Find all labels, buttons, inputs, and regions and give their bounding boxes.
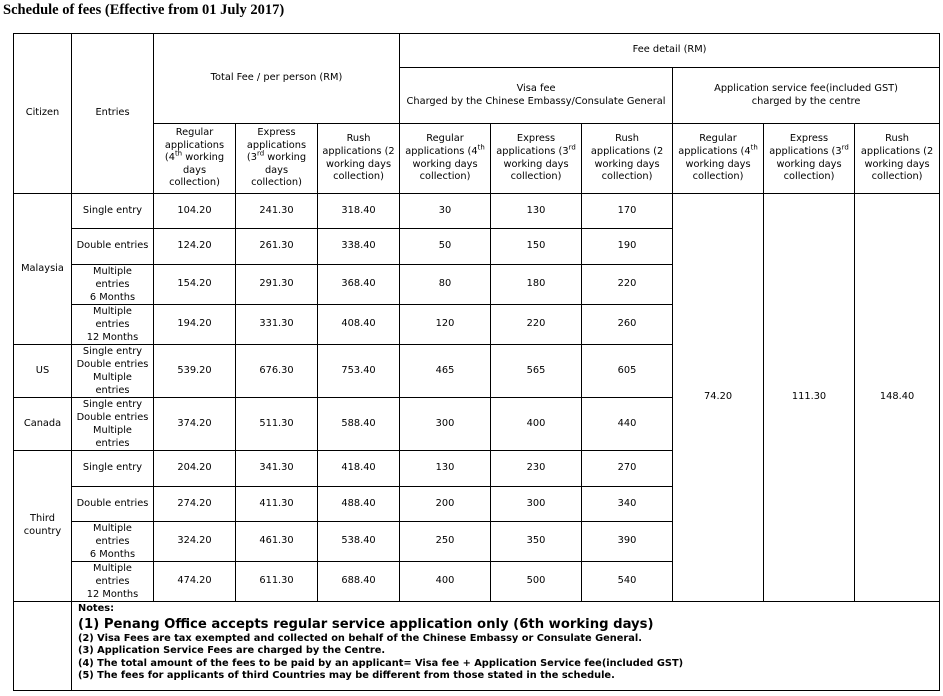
fee-total-regular: 374.20 — [154, 398, 236, 451]
fee-visa-regular: 130 — [400, 451, 491, 487]
fee-total-rush: 753.40 — [318, 345, 400, 398]
entry-cell: Multiple entries 12 Months — [72, 305, 154, 345]
notes-row — [14, 602, 940, 691]
fee-visa-express: 400 — [491, 398, 582, 451]
fee-total-regular: 474.20 — [154, 562, 236, 602]
entry-cell: Multiple entries 6 Months — [72, 522, 154, 562]
fee-total-express: 261.30 — [236, 229, 318, 265]
fee-total-rush: 538.40 — [318, 522, 400, 562]
header-visa-rush: Rush applications (2 working days collection) — [582, 124, 673, 194]
fee-total-regular: 194.20 — [154, 305, 236, 345]
fee-total-express: 291.30 — [236, 265, 318, 305]
visa-fee-line1: Visa fee — [516, 82, 556, 94]
citizen-cell — [14, 451, 72, 602]
fee-total-rush: 408.40 — [318, 305, 400, 345]
note-item: (1) Penang Office accepts regular service application only (6th working days) — [78, 616, 654, 632]
fee-visa-rush: 605 — [582, 345, 673, 398]
fee-visa-express: 220 — [491, 305, 582, 345]
entry-cell: Multiple entries 12 Months — [72, 562, 154, 602]
fee-total-rush: 488.40 — [318, 487, 400, 522]
entry-cell: Single entry Double entries Multiple entries — [72, 398, 154, 451]
fee-total-express: 331.30 — [236, 305, 318, 345]
fee-visa-rush: 190 — [582, 229, 673, 265]
notes — [72, 602, 940, 691]
fee-visa-rush: 170 — [582, 194, 673, 229]
fee-visa-regular: 250 — [400, 522, 491, 562]
entry-cell: Single entry Double entries Multiple entries — [72, 345, 154, 398]
fee-visa-regular: 30 — [400, 194, 491, 229]
header-total-regular: Regular applications (4th working days collection) — [154, 124, 236, 194]
table-row — [14, 194, 940, 229]
header-total-express: Express applications (3rd working days collection) — [236, 124, 318, 194]
citizen-cell: US — [14, 345, 72, 398]
entry-cell: Single entry — [72, 194, 154, 229]
fee-total-regular: 104.20 — [154, 194, 236, 229]
fee-total-express: 676.30 — [236, 345, 318, 398]
header-service-fee — [673, 68, 940, 124]
fee-total-express: 611.30 — [236, 562, 318, 602]
fee-total-rush: 588.40 — [318, 398, 400, 451]
fee-total-regular: 539.20 — [154, 345, 236, 398]
fee-total-rush: 418.40 — [318, 451, 400, 487]
fee-schedule-table — [13, 33, 940, 691]
fee-visa-regular: 300 — [400, 398, 491, 451]
entry-cell: Double entries — [72, 229, 154, 265]
fee-total-regular: 124.20 — [154, 229, 236, 265]
notes-spacer — [14, 602, 72, 691]
note-item: (2) Visa Fees are tax exempted and collected on behalf of the Chinese Embassy or Consulate General. — [78, 632, 642, 644]
service-fee-regular: 74.20 — [673, 194, 764, 602]
note-item: (4) The total amount of the fees to be paid by an applicant= Visa fee + Application Service fee(included GST) — [78, 657, 684, 669]
fee-total-express: 411.30 — [236, 487, 318, 522]
header-entries: Entries — [72, 34, 154, 194]
fee-total-express: 511.30 — [236, 398, 318, 451]
header-fee-detail: Fee detail (RM) — [400, 34, 940, 68]
header-visa-express: Express applications (3rd working days collection) — [491, 124, 582, 194]
fee-visa-rush: 340 — [582, 487, 673, 522]
header-total-fee: Total Fee / per person (RM) — [154, 34, 400, 124]
citizen-label: Third country — [23, 513, 62, 537]
fee-total-regular: 154.20 — [154, 265, 236, 305]
fee-visa-regular: 120 — [400, 305, 491, 345]
fee-visa-rush: 440 — [582, 398, 673, 451]
notes-heading: Notes: — [78, 603, 115, 614]
citizen-cell: Malaysia — [14, 194, 72, 345]
fee-total-regular: 204.20 — [154, 451, 236, 487]
service-fee-express: 111.30 — [764, 194, 855, 602]
fee-total-rush: 368.40 — [318, 265, 400, 305]
fee-visa-rush: 270 — [582, 451, 673, 487]
entry-cell: Multiple entries 6 Months — [72, 265, 154, 305]
fee-visa-regular: 80 — [400, 265, 491, 305]
header-total-rush: Rush applications (2 working days collection) — [318, 124, 400, 194]
fee-total-express: 241.30 — [236, 194, 318, 229]
fee-visa-regular: 200 — [400, 487, 491, 522]
service-fee-rush: 148.40 — [855, 194, 940, 602]
fee-visa-express: 300 — [491, 487, 582, 522]
fee-visa-rush: 260 — [582, 305, 673, 345]
header-visa-fee — [400, 68, 673, 124]
fee-total-express: 461.30 — [236, 522, 318, 562]
fee-visa-regular: 50 — [400, 229, 491, 265]
note-item: (5) The fees for applicants of third Countries may be different from those stated in the schedule. — [78, 670, 615, 682]
fee-total-rush: 688.40 — [318, 562, 400, 602]
fee-total-regular: 324.20 — [154, 522, 236, 562]
fee-visa-regular: 465 — [400, 345, 491, 398]
header-service-express: Express applications (3rd working days collection) — [764, 124, 855, 194]
fee-total-rush: 338.40 — [318, 229, 400, 265]
header-service-rush: Rush applications (2 working days collection) — [855, 124, 940, 194]
citizen-cell: Canada — [14, 398, 72, 451]
fee-visa-express: 180 — [491, 265, 582, 305]
note-item: (3) Application Service Fees are charged by the Centre. — [78, 645, 386, 657]
fee-visa-rush: 220 — [582, 265, 673, 305]
header-visa-regular: Regular applications (4th working days collection) — [400, 124, 491, 194]
fee-visa-express: 565 — [491, 345, 582, 398]
fee-total-express: 341.30 — [236, 451, 318, 487]
fee-visa-express: 500 — [491, 562, 582, 602]
page-title: Schedule of fees (Effective from 01 July 2017) — [3, 2, 285, 18]
service-fee-line2: charged by the centre — [751, 95, 861, 107]
table-body — [14, 34, 940, 691]
visa-fee-line2: Charged by the Chinese Embassy/Consulate General — [406, 95, 666, 107]
fee-visa-express: 150 — [491, 229, 582, 265]
fee-visa-rush: 390 — [582, 522, 673, 562]
fee-visa-express: 130 — [491, 194, 582, 229]
fee-total-rush: 318.40 — [318, 194, 400, 229]
service-fee-line1: Application service fee(included GST) — [714, 82, 898, 94]
fee-visa-express: 350 — [491, 522, 582, 562]
fee-visa-rush: 540 — [582, 562, 673, 602]
fee-visa-express: 230 — [491, 451, 582, 487]
entry-cell: Double entries — [72, 487, 154, 522]
fee-total-regular: 274.20 — [154, 487, 236, 522]
entry-cell: Single entry — [72, 451, 154, 487]
header-service-regular: Regular applications (4th working days collection) — [673, 124, 764, 194]
fee-visa-regular: 400 — [400, 562, 491, 602]
header-citizen: Citizen — [14, 34, 72, 194]
